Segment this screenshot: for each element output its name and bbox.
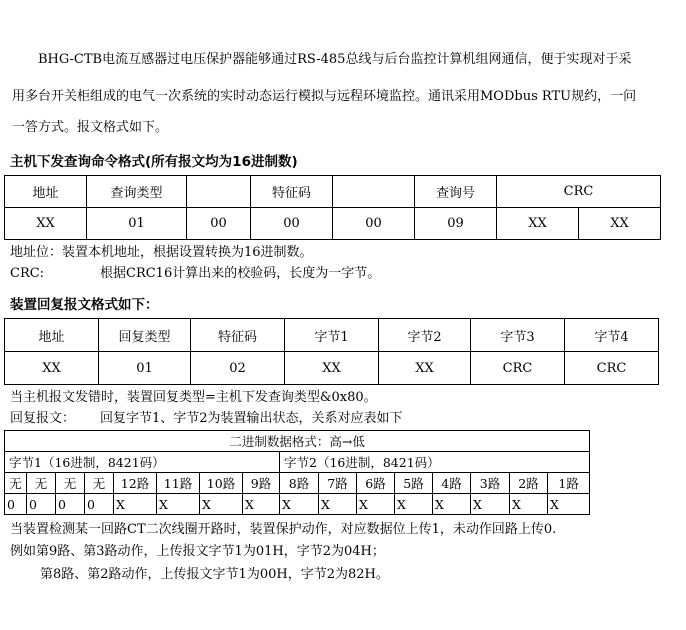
query-header-crc: CRC [497,176,661,208]
channel-cell: 无 [5,473,27,494]
channel-cell: 11路 [157,473,200,494]
crc-note-label: CRC: [10,266,45,281]
intro-line-3: 一答方式。报文格式如下。 [12,120,169,135]
query-value: XX [5,208,87,240]
bit-value-cell: X [200,494,243,515]
query-heading: 主机下发查询命令格式(所有报文均为16进制数) [10,154,298,170]
reply-value: XX [5,352,99,385]
intro-line-1: BHG-CTB电流互感器过电压保护器能够通过RS-485总线与后台监控计算机组网通信，便于实现对于采 [38,52,632,67]
binary-format-table [4,430,590,515]
table-row [5,176,661,208]
table-row [5,431,590,452]
query-value: 00 [251,208,333,240]
reply-value: XX [285,352,379,385]
footer-line-3: 第8路、第2路动作，上传报文字节1为00H，字节2为82H。 [40,567,389,582]
channel-cell: 无 [27,473,56,494]
channel-cell: 3路 [471,473,510,494]
bit-value-cell: X [319,494,357,515]
bit-value-cell: X [433,494,471,515]
bit-value-cell: X [548,494,590,515]
error-reply-note: 当主机报文发错时，装置回复类型=主机下发查询类型&0x80。 [10,390,377,405]
query-value: XX [497,208,579,240]
bit-value-cell: X [471,494,510,515]
table-row [5,494,590,515]
byte2-label: 字节2（16进制，8421码） [280,452,590,473]
query-header-blank-1 [187,176,251,208]
channel-cell: 1路 [548,473,590,494]
footer-line-2: 例如第9路、第3路动作，上传报文字节1为01H，字节2为04H； [10,544,385,559]
bit-value-cell: X [510,494,548,515]
channel-cell: 无 [56,473,85,494]
reply-value: CRC [471,352,565,385]
reply-header-feature: 特征码 [191,319,285,352]
channel-cell: 9路 [243,473,280,494]
bit-value-cell: 0 [56,494,85,515]
reply-header-address: 地址 [5,319,99,352]
query-header-query-no: 查询号 [415,176,497,208]
table-row [5,208,661,240]
address-note: 地址位：装置本机地址，根据设置转换为16进制数。 [10,245,313,260]
channel-cell: 5路 [395,473,433,494]
bit-value-cell: 0 [27,494,56,515]
query-command-table [4,175,661,240]
reply-value: CRC [565,352,659,385]
channel-cell: 2路 [510,473,548,494]
bit-value-cell: X [280,494,319,515]
reply-value: 02 [191,352,285,385]
reply-note-label: 回复报文： [10,411,76,426]
channel-cell: 7路 [319,473,357,494]
channel-cell: 无 [85,473,114,494]
query-value: 01 [87,208,187,240]
intro-line-2: 用多台开关柜组成的电气一次系统的实时动态运行模拟与远程环境监控。通讯采用MODbus RTU规约，一问 [12,89,637,104]
reply-header-byte2: 字节2 [379,319,471,352]
table-row [5,473,590,494]
query-header-address: 地址 [5,176,87,208]
bit-value-cell: 0 [5,494,27,515]
channel-cell: 4路 [433,473,471,494]
bit-value-cell: X [357,494,395,515]
channel-cell: 12路 [114,473,157,494]
channel-cell: 10路 [200,473,243,494]
reply-note-text: 回复字节1、字节2为装置输出状态，关系对应表如下 [100,411,403,426]
footer-line-1: 当装置检测某一回路CT二次线圈开路时，装置保护动作，对应数据位上传1，未动作回路上传0. [10,522,557,537]
table-row [5,452,590,473]
reply-heading: 装置回复报文格式如下： [10,297,159,313]
reply-header-byte4: 字节4 [565,319,659,352]
byte1-label: 字节1（16进制，8421码） [5,452,280,473]
reply-header-type: 回复类型 [99,319,191,352]
bit-value-cell: X [243,494,280,515]
bit-value-cell: X [395,494,433,515]
bit-value-cell: X [114,494,157,515]
channel-cell: 6路 [357,473,395,494]
reply-format-table [4,318,659,385]
query-value: 00 [187,208,251,240]
binary-title: 二进制数据格式：高→低 [5,431,590,452]
table-row [5,319,659,352]
channel-cell: 8路 [280,473,319,494]
reply-header-byte1: 字节1 [285,319,379,352]
query-header-feature: 特征码 [251,176,333,208]
crc-note-text: 根据CRC16计算出来的校验码，长度为一字节。 [100,266,381,281]
query-header-blank-2 [333,176,415,208]
query-value: 00 [333,208,415,240]
bit-value-cell: X [157,494,200,515]
reply-value: XX [379,352,471,385]
query-header-type: 查询类型 [87,176,187,208]
table-row [5,352,659,385]
bit-value-cell: 0 [85,494,114,515]
reply-header-byte3: 字节3 [471,319,565,352]
query-value: 09 [415,208,497,240]
reply-value: 01 [99,352,191,385]
query-value: XX [579,208,661,240]
